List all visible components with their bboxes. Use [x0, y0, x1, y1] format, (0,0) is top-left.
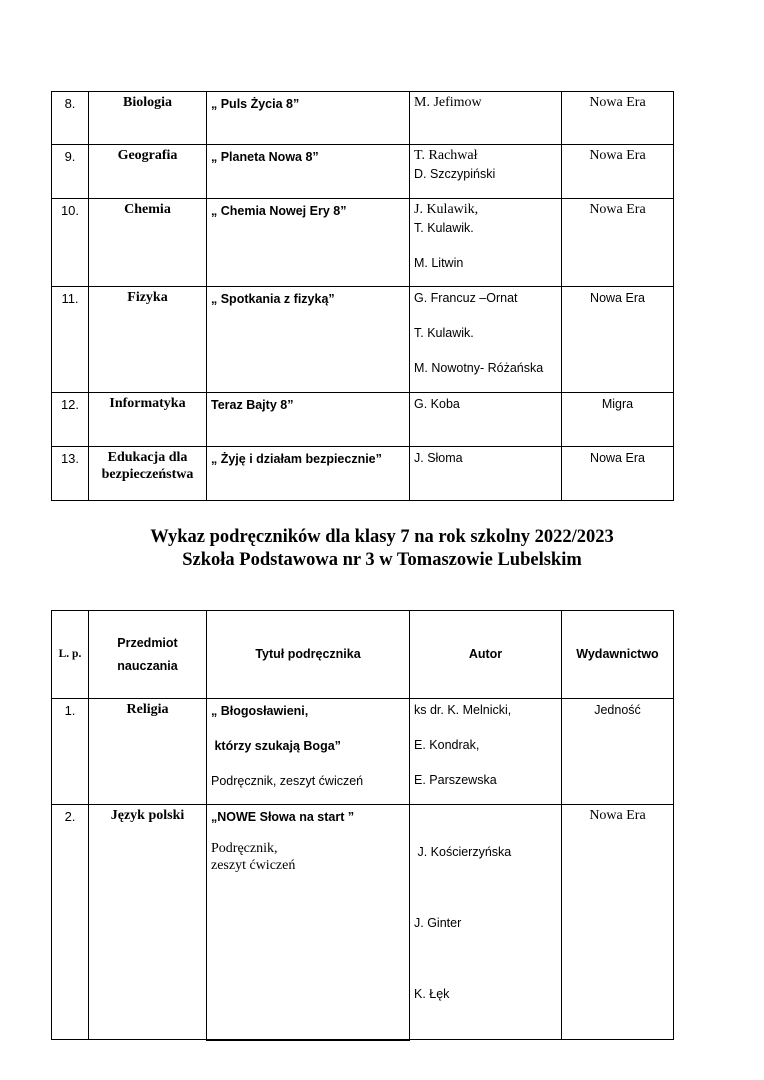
author [410, 393, 562, 447]
subject-line: bezpieczeństwa [101, 467, 194, 482]
table-row [52, 145, 674, 199]
row-number: 2. [52, 805, 89, 1040]
author-name: K. Łęk [414, 987, 450, 1001]
column-header-title: Tytuł podręcznika [207, 611, 410, 699]
author-name: T. Kulawik. [414, 326, 474, 340]
publisher: Nowa Era [562, 287, 674, 393]
author [410, 287, 562, 393]
document-heading [0, 526, 764, 572]
publisher: Jedność [562, 699, 674, 805]
subject: Geografia [89, 145, 207, 199]
author-name: G. Koba [414, 397, 460, 411]
author-name: E. Kondrak, [414, 738, 480, 752]
table-row [52, 805, 674, 1040]
publisher: Nowa Era [562, 447, 674, 501]
table-row [52, 92, 674, 145]
author [410, 92, 562, 145]
row-number: 13. [52, 447, 89, 501]
table-row [52, 447, 674, 501]
author-name: M. Litwin [414, 256, 464, 270]
title-subline: Podręcznik, [211, 841, 278, 856]
publisher: Nowa Era [562, 199, 674, 287]
row-number: 10. [52, 199, 89, 287]
subject [89, 447, 207, 501]
publisher: Migra [562, 393, 674, 447]
row-number: 8. [52, 92, 89, 145]
author-name: T. Rachwał [414, 148, 478, 163]
column-header-line: nauczania [117, 658, 178, 673]
author-name: M. Jefimow [414, 95, 482, 110]
table-header-row [52, 611, 674, 699]
column-header-publisher: Wydawnictwo [562, 611, 674, 699]
heading-line-1: Wykaz podręczników dla klasy 7 na rok szkolny 2022/2023 [150, 527, 614, 547]
column-header-subject [89, 611, 207, 699]
title-line: Podręcznik, zeszyt ćwiczeń [211, 774, 364, 788]
author-name: ks dr. K. Melnicki, [414, 703, 512, 717]
table-row [52, 287, 674, 393]
author [410, 699, 562, 805]
author-name: E. Parszewska [414, 773, 497, 787]
subject: Chemia [89, 199, 207, 287]
title-line: którzy szukają Boga” [211, 739, 341, 753]
author [410, 805, 562, 1040]
author-name: T. Kulawik. [414, 221, 474, 235]
publisher: Nowa Era [562, 92, 674, 145]
author [410, 145, 562, 199]
table-row [52, 393, 674, 447]
author [410, 447, 562, 501]
column-header-line: Przedmiot [117, 635, 178, 650]
table-row [52, 199, 674, 287]
row-number: 9. [52, 145, 89, 199]
column-header-author: Autor [410, 611, 562, 699]
author-name: M. Nowotny- Różańska [414, 361, 544, 375]
author-name: G. Francuz –Ornat [414, 291, 518, 305]
author-name: D. Szczypiński [414, 167, 496, 181]
author-name: J. Kościerzyńska [414, 845, 512, 859]
author-name: J. Słoma [414, 451, 463, 465]
book-title: „ Chemia Nowej Ery 8” [207, 199, 410, 287]
book-title: „ Żyję i działam bezpiecznie” [207, 447, 410, 501]
row-number: 11. [52, 287, 89, 393]
subject: Fizyka [89, 287, 207, 393]
book-title [207, 805, 410, 1040]
author [410, 199, 562, 287]
heading-line-2: Szkoła Podstawowa nr 3 w Tomaszowie Lubelskim [182, 550, 582, 570]
table-row [52, 699, 674, 805]
book-title: „ Spotkania z fizyką” [207, 287, 410, 393]
textbook-table-grade-8 [51, 91, 674, 501]
title-line: „ Błogosławieni, [211, 704, 309, 718]
book-title [207, 699, 410, 805]
textbook-table-grade-7 [51, 610, 674, 1041]
row-number: 12. [52, 393, 89, 447]
title-subline: zeszyt ćwiczeń [211, 858, 296, 873]
author-name: J. Ginter [414, 916, 462, 930]
subject: Informatyka [89, 393, 207, 447]
book-title: Teraz Bajty 8” [207, 393, 410, 447]
column-header-lp: L. p. [52, 611, 89, 699]
subject: Religia [89, 699, 207, 805]
subject: Język polski [89, 805, 207, 1040]
subject: Biologia [89, 92, 207, 145]
book-title: „ Puls Życia 8” [207, 92, 410, 145]
publisher: Nowa Era [562, 805, 674, 1040]
title-line: „NOWE Słowa na start ” [211, 810, 355, 824]
book-title: „ Planeta Nowa 8” [207, 145, 410, 199]
author-name: J. Kulawik, [414, 202, 479, 217]
row-number: 1. [52, 699, 89, 805]
publisher: Nowa Era [562, 145, 674, 199]
subject-line: Edukacja dla [107, 450, 188, 465]
